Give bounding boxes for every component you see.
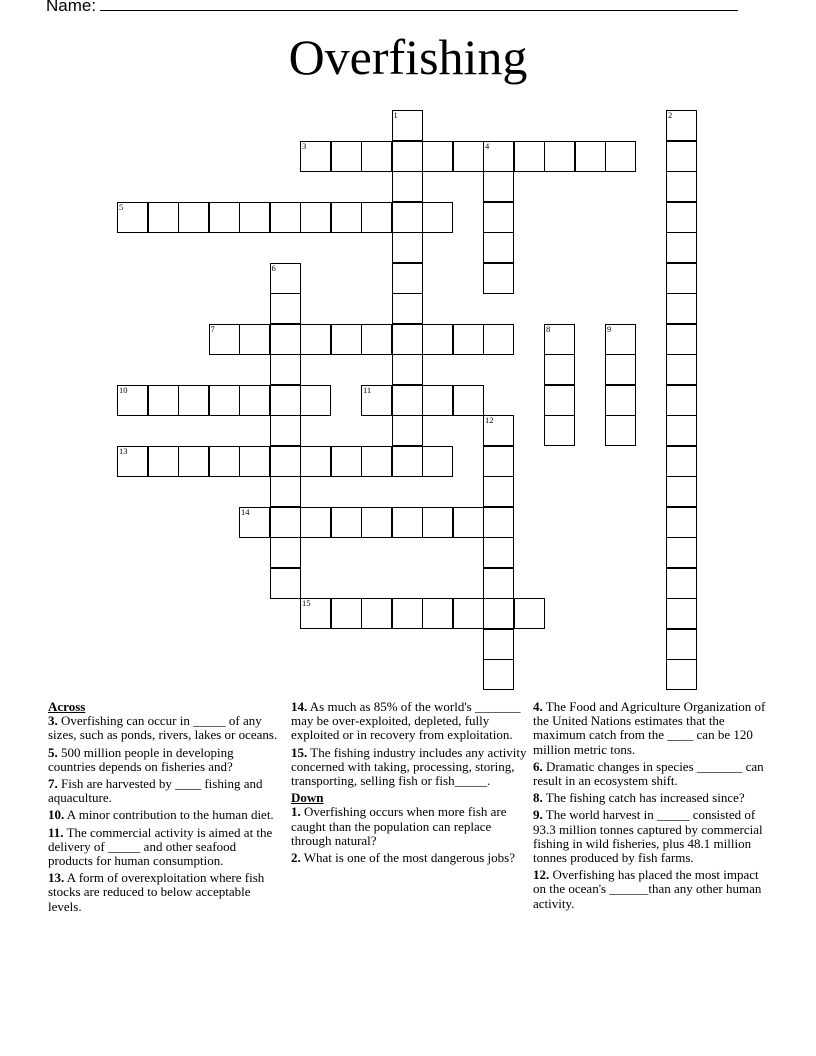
crossword-cell[interactable] [392, 385, 423, 416]
clue-down-2: 2. What is one of the most dangerous jobs? [291, 850, 515, 866]
crossword-cell[interactable] [239, 324, 270, 355]
crossword-cell[interactable] [392, 141, 423, 172]
crossword-cell[interactable] [361, 141, 392, 172]
name-label: Name: [46, 0, 97, 15]
crossword-cell[interactable] [514, 141, 545, 172]
crossword-cell[interactable] [605, 324, 636, 355]
crossword-cell[interactable] [117, 385, 148, 416]
crossword-cell[interactable] [483, 232, 514, 263]
crossword-cell[interactable] [239, 446, 270, 477]
crossword-cell[interactable] [331, 202, 362, 233]
crossword-cell[interactable] [422, 446, 453, 477]
crossword-cell[interactable] [544, 354, 575, 385]
crossword-cell[interactable] [148, 202, 179, 233]
crossword-cell[interactable] [361, 507, 392, 538]
crossword-cell[interactable] [666, 507, 697, 538]
cell-number: 3 [302, 140, 307, 151]
crossword-cell[interactable] [361, 446, 392, 477]
crossword-cell[interactable] [666, 141, 697, 172]
crossword-cell[interactable] [483, 476, 514, 507]
crossword-cell[interactable] [453, 141, 484, 172]
crossword-cell[interactable] [666, 324, 697, 355]
clue-down-6: 6. Dramatic changes in species _______ can result in an ecosystem shift. [533, 758, 764, 789]
crossword-cell[interactable] [270, 263, 301, 294]
crossword-cell[interactable] [209, 385, 240, 416]
crossword-cell[interactable] [666, 354, 697, 385]
crossword-cell[interactable] [483, 629, 514, 660]
crossword-cell[interactable] [422, 598, 453, 629]
cell-number: 8 [546, 323, 551, 334]
crossword-cell[interactable] [392, 293, 423, 324]
crossword-cell[interactable] [239, 507, 270, 538]
crossword-cell[interactable] [392, 324, 423, 355]
crossword-cell[interactable] [209, 202, 240, 233]
page-title: Overfishing [288, 29, 528, 85]
crossword-cell[interactable] [270, 568, 301, 599]
crossword-cell[interactable] [666, 385, 697, 416]
crossword-cell[interactable] [331, 446, 362, 477]
cell-number: 4 [485, 140, 490, 151]
crossword-cell[interactable] [483, 263, 514, 294]
crossword-cell[interactable] [239, 202, 270, 233]
crossword-cell[interactable] [483, 324, 514, 355]
crossword-cell[interactable] [422, 385, 453, 416]
crossword-cell[interactable] [605, 415, 636, 446]
crossword-cell[interactable] [483, 659, 514, 690]
crossword-cell[interactable] [666, 202, 697, 233]
cell-number: 10 [119, 384, 128, 395]
crossword-cell[interactable] [483, 537, 514, 568]
crossword-cell[interactable] [178, 385, 209, 416]
crossword-cell[interactable] [270, 293, 301, 324]
crossword-cell[interactable] [544, 141, 575, 172]
crossword-cell[interactable] [300, 507, 331, 538]
crossword-cell[interactable] [483, 415, 514, 446]
crossword-cell[interactable] [361, 324, 392, 355]
crossword-cell[interactable] [666, 293, 697, 324]
cell-number: 14 [241, 506, 250, 517]
clue-across-7: 7. Fish are harvested by ____ fishing and aquaculture. [48, 776, 263, 806]
crossword-cell[interactable] [300, 202, 331, 233]
crossword-cell[interactable] [483, 507, 514, 538]
crossword-cell[interactable] [392, 263, 423, 294]
crossword-cell[interactable] [270, 324, 301, 355]
crossword-cell[interactable] [270, 507, 301, 538]
clue-across-14: 14. As much as 85% of the world's _______ may be over-exploited, depleted, fully exploited or in recovery from exploitation. [291, 699, 521, 743]
crossword-cell[interactable] [117, 446, 148, 477]
cell-number: 15 [302, 598, 311, 608]
crossword-cell[interactable] [422, 202, 453, 233]
crossword-cell[interactable] [361, 385, 392, 416]
cell-number: 11 [363, 384, 372, 395]
clues-column-3 [533, 700, 769, 914]
crossword-cell[interactable] [270, 476, 301, 507]
cell-number: 1 [393, 110, 398, 120]
crossword-cell[interactable] [514, 598, 545, 629]
crossword-cell[interactable] [483, 202, 514, 233]
clue-across-10: 10. A minor contribution to the human diet. [48, 807, 274, 823]
crossword-cell[interactable] [544, 415, 575, 446]
crossword-cell[interactable] [331, 507, 362, 538]
clue-down-9: 9. The world harvest in _____ consisted of 93.3 million tonnes captured by commercial fishing in wild fisheries, plus 48.1 million tonnes produced by fish farms. [533, 807, 763, 866]
crossword-cell[interactable] [483, 568, 514, 599]
clue-across-15: 15. The fishing industry includes any activity concerned with taking, processing, storing, transporting, selling fish or fish_____. [291, 744, 527, 789]
cell-number: 9 [607, 323, 612, 334]
crossword-cell[interactable] [666, 232, 697, 263]
down-heading: Down [291, 790, 324, 806]
crossword-cell[interactable] [453, 385, 484, 416]
clue-across-13: 13. A form of overexploitation where fish stocks are reduced to below acceptable levels. [48, 870, 265, 914]
crossword-cell[interactable] [300, 598, 331, 629]
crossword-cell[interactable] [422, 141, 453, 172]
crossword-cell[interactable] [666, 476, 697, 507]
crossword-cell[interactable] [270, 415, 301, 446]
clues-column-2 [291, 700, 527, 868]
crossword-cell[interactable] [300, 446, 331, 477]
cell-number: 12 [485, 415, 494, 425]
crossword-cell[interactable] [148, 446, 179, 477]
crossword-cell[interactable] [453, 598, 484, 629]
crossword-cell[interactable] [270, 354, 301, 385]
crossword-cell[interactable] [361, 598, 392, 629]
crossword-cell[interactable] [666, 568, 697, 599]
crossword-cell[interactable] [666, 629, 697, 660]
crossword-cell[interactable] [392, 110, 423, 141]
crossword-cell[interactable] [392, 202, 423, 233]
crossword-cell[interactable] [666, 171, 697, 202]
crossword-cell[interactable] [666, 110, 697, 141]
cell-number: 2 [668, 110, 673, 120]
crossword-cell[interactable] [483, 171, 514, 202]
crossword-cell[interactable] [422, 324, 453, 355]
crossword-cell[interactable] [422, 507, 453, 538]
crossword-cell[interactable] [666, 659, 697, 690]
clue-down-8: 8. The fishing catch has increased since? [533, 790, 745, 806]
crossword-cell[interactable] [300, 141, 331, 172]
crossword-cell[interactable] [270, 385, 301, 416]
across-heading: Across [48, 699, 86, 714]
crossword-cell[interactable] [605, 141, 636, 172]
crossword-cell[interactable] [300, 385, 331, 416]
crossword-cell[interactable] [666, 446, 697, 477]
crossword-cell[interactable] [392, 415, 423, 446]
crossword-cell[interactable] [178, 202, 209, 233]
crossword-cell[interactable] [453, 507, 484, 538]
crossword-cell[interactable] [331, 141, 362, 172]
crossword-cell[interactable] [178, 446, 209, 477]
clue-across-3: 3. Overfishing can occur in _____ of any sizes, such as ponds, rivers, lakes or oceans. [48, 713, 278, 743]
crossword-cell[interactable] [666, 598, 697, 629]
name-blank-line[interactable] [100, 0, 738, 11]
cell-number: 5 [119, 201, 124, 212]
cell-number: 6 [271, 262, 276, 273]
clue-down-1: 1. Overfishing occurs when more fish are caught than the population can replace through natural? [291, 804, 507, 848]
clue-across-5: 5. 500 million people in developing countries depends on fisheries and? [48, 744, 234, 774]
crossword-cell[interactable] [270, 537, 301, 568]
crossword-cell[interactable] [392, 598, 423, 629]
clue-down-4: 4. The Food and Agriculture Organization of the United Nations estimates that the maximum catch from the ____ can be 120 million metric tons. [533, 699, 766, 757]
crossword-cell[interactable] [300, 324, 331, 355]
crossword-cell[interactable] [361, 202, 392, 233]
crossword-cell[interactable] [544, 385, 575, 416]
crossword-cell[interactable] [666, 537, 697, 568]
crossword-cell[interactable] [575, 141, 606, 172]
clues-column-1 [48, 700, 280, 917]
crossword-cell[interactable] [483, 598, 514, 629]
crossword-cell[interactable] [270, 446, 301, 477]
crossword-cell[interactable] [483, 141, 514, 172]
crossword-cell[interactable] [666, 263, 697, 294]
crossword-cell[interactable] [209, 324, 240, 355]
crossword-cell[interactable] [117, 202, 148, 233]
crossword-cell[interactable] [392, 507, 423, 538]
crossword-cell[interactable] [392, 446, 423, 477]
cell-number: 7 [210, 323, 215, 334]
crossword-cell[interactable] [605, 354, 636, 385]
crossword-cell[interactable] [270, 202, 301, 233]
clue-down-12: 12. Overfishing has placed the most impact on the ocean's ______than any other human activity. [533, 867, 762, 911]
name-field[interactable] [46, 0, 738, 16]
crossword-cell[interactable] [605, 385, 636, 416]
crossword-cell[interactable] [148, 385, 179, 416]
crossword-cell[interactable] [544, 324, 575, 355]
crossword-cell[interactable] [392, 171, 423, 202]
crossword-cell[interactable] [666, 415, 697, 446]
clue-across-11: 11. The commercial activity is aimed at the delivery of _____ and other seafood products for human consumption. [48, 824, 273, 869]
crossword-cell[interactable] [209, 446, 240, 477]
crossword-cell[interactable] [453, 324, 484, 355]
crossword-cell[interactable] [239, 385, 270, 416]
crossword-cell[interactable] [331, 324, 362, 355]
crossword-cell[interactable] [483, 446, 514, 477]
crossword-cell[interactable] [392, 232, 423, 263]
crossword-cell[interactable] [331, 598, 362, 629]
cell-number: 13 [119, 445, 128, 456]
crossword-cell[interactable] [392, 354, 423, 385]
